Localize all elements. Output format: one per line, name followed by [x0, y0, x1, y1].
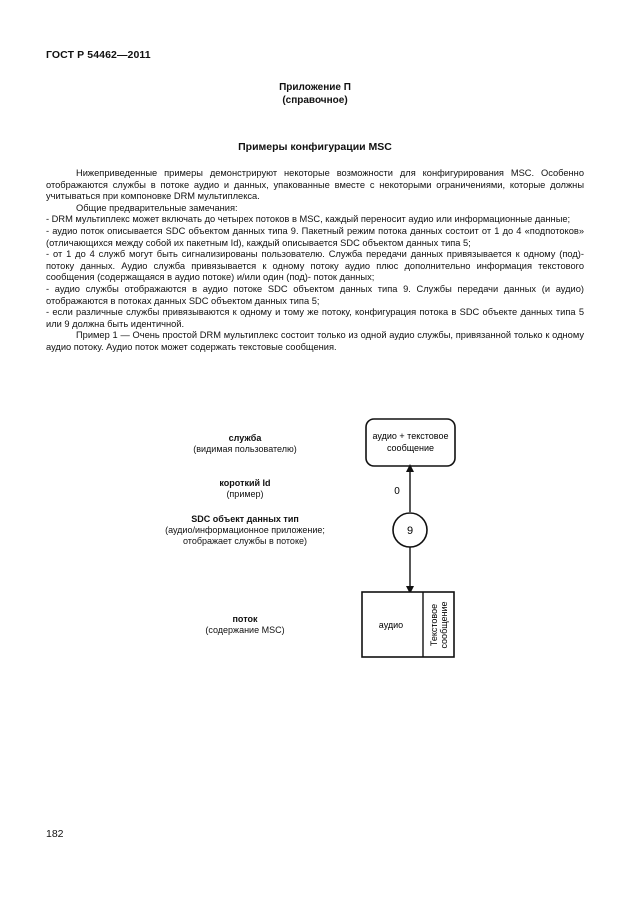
stream-label-title: поток [232, 614, 258, 624]
sdc-label-desc2: отображает службы в потоке) [183, 536, 307, 546]
paragraph: - аудио поток описывается SDC объектом данных типа 9. Пакетный режим потока данных состоит от 1 до 4 «подпотоков» (отличающихся между собой их пакетным Id), каждый описывается SDC объектом данных типа 5; [46, 225, 584, 248]
appendix-title: Приложение П [279, 82, 351, 93]
service-box-line1: аудио + текстовое [372, 431, 449, 441]
short-id-label-desc: (пример) [226, 489, 264, 499]
sdc-type-value: 9 [406, 525, 414, 537]
paragraph: - если различные службы привязываются к одному и тому же потоку, конфигурация потока в SDC объекте данных типа 5 или 9 должна быть идентичной. [46, 307, 584, 329]
stream-audio-label: аудио [378, 620, 404, 630]
service-label-title: служба [228, 433, 262, 443]
stream-text-label-line1: Текстовое [429, 603, 439, 647]
paragraph: Пример 1 — Очень простой DRM мультиплекс состоит только из одной аудио службы, привязанной только к одному аудио потоку. Аудио поток может содержать текстовые сообщения. [46, 330, 584, 352]
paragraph: Нижеприведенные примеры демонстрируют некоторые возможности для конфигурирования MSC. Особенно отображаются службы в потоке аудио и данных, упакованные вместе с некоторыми ограничениями, которые должны учитываться при компоновке DRM мультиплекса. [46, 168, 584, 202]
section-title: Примеры конфигурации MSC [238, 141, 392, 153]
paragraph: - от 1 до 4 служб могут быть сигнализированы пользователю. Служба передачи данных привязывается к одному (под)- потоку данных. Аудио служба привязывается к одному потоку аудио плюс дополнительно информация текстового сообщения (содержащаяся в аудио потоке) и/или один (под)- поток данных; [46, 249, 584, 283]
document-header: ГОСТ Р 54462—2011 [46, 49, 151, 61]
paragraph: - DRM мультиплекс может включать до четырех потоков в MSC, каждый переносит аудио или информационные данные; [46, 214, 571, 225]
sdc-label-desc1: (аудио/информационное приложение; [165, 525, 325, 535]
short-id-value: 0 [394, 486, 400, 497]
short-id-label-title: короткий Id [219, 478, 271, 488]
sdc-label-title: SDC объект данных тип [191, 514, 299, 524]
stream-label-desc: (содержание MSC) [205, 625, 285, 635]
service-label-desc: (видимая пользователю) [193, 444, 297, 454]
appendix-subtitle: (справочное) [282, 95, 348, 106]
paragraph: Общие предварительные замечания: [76, 202, 238, 213]
service-box-line2: сообщение [386, 443, 435, 453]
paragraph: - аудио службы отображаются в аудио потоке SDC объектом данных типа 9. Службы передачи данных (и аудио) отображаются в потоках данных SDC объектом данных типа 5; [46, 283, 584, 306]
stream-text-label-line2: сообщение [439, 601, 449, 649]
page-number: 182 [46, 828, 64, 840]
